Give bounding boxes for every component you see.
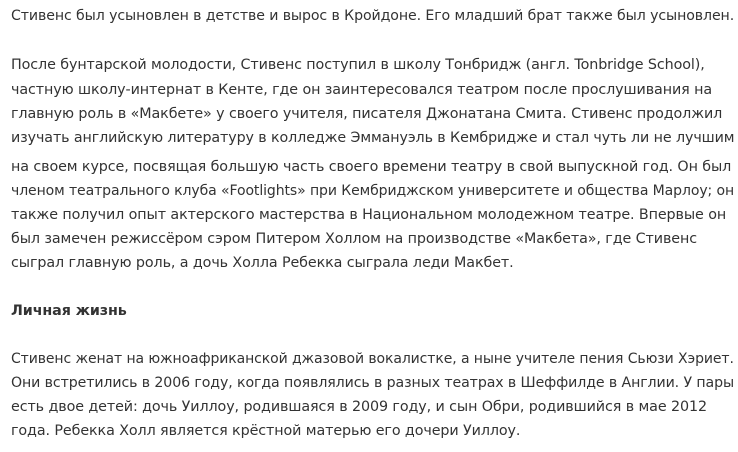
paragraph-line: на своем курсе, посвящая большую часть своего времени театру в свой выпускной год. Он был <box>11 159 732 175</box>
paragraph-line: был замечен режиссёром сэром Питером Холлом на производстве «Макбета», где Стивенс <box>11 231 697 247</box>
paragraph-line: Стивенс был усыновлен в детстве и вырос в Кройдоне. Его младший брат также был усыновлен. <box>11 8 735 24</box>
paragraph-line: изучать английскую литературу в колледже Эммануэль в Кембридже и стал чуть ли не лучшим <box>11 130 735 146</box>
paragraph-line: частную школу-интернат в Кенте, где он заинтересовался театром после прослушивания на <box>11 82 712 98</box>
paragraph-line: сыграл главную роль, а дочь Холла Ребекка сыграла леди Макбет. <box>11 255 514 271</box>
paragraph-line: также получил опыт актерского мастерства в Национальном молодежном театре. Впервые он <box>11 207 727 223</box>
paragraph-line: года. Ребекка Холл является крёстной матерью его дочери Уиллоу. <box>11 423 521 439</box>
paragraph-line: После бунтарской молодости, Стивенс поступил в школу Тонбридж (англ. Tonbridge School), <box>11 57 705 73</box>
section-heading: Личная жизнь <box>11 303 127 319</box>
paragraph-line: Они встретились в 2006 году, когда появлялись в разных театрах в Шеффилде в Англии. У пары <box>11 375 735 391</box>
paragraph-line: членом театрального клуба «Footlights» при Кембриджском университете и общества Марлоу; он <box>11 183 735 199</box>
paragraph-line: Стивенс женат на южноафриканской джазовой вокалистке, а ныне учителе пения Сьюзи Хэриет. <box>11 351 734 367</box>
paragraph-line: есть двое детей: дочь Уиллоу, родившаяся в 2009 году, и сын Обри, родившийся в мае 2012 <box>11 399 707 415</box>
paragraph-line: главную роль в «Макбете» у своего учителя, писателя Джонатана Смита. Стивенс продолжил <box>11 106 723 122</box>
